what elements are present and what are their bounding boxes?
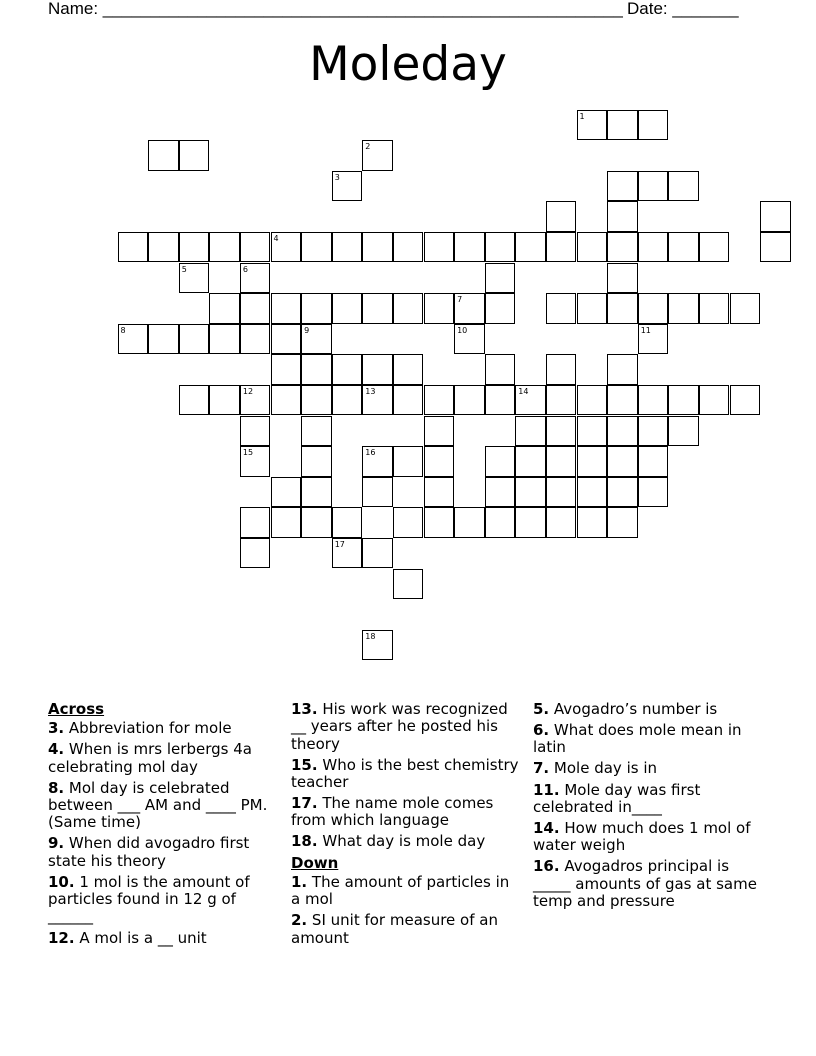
grid-cell[interactable] <box>454 232 485 263</box>
grid-cell[interactable] <box>607 416 638 447</box>
clue-text: The name mole comes from which language <box>291 794 494 830</box>
grid-cell[interactable] <box>638 171 669 202</box>
name-field[interactable]: Name: _______________________________________________________ <box>48 0 623 18</box>
grid-cell[interactable] <box>271 354 302 385</box>
grid-cell[interactable] <box>240 263 271 294</box>
grid-cell[interactable] <box>485 293 516 324</box>
clue-number-label: 7 <box>457 295 463 305</box>
clue-number-label: 6 <box>242 264 248 274</box>
grid-cell[interactable] <box>301 477 332 508</box>
grid-cell[interactable] <box>240 538 271 569</box>
clue-number-label: 11 <box>640 325 651 335</box>
grid-cell[interactable] <box>485 446 516 477</box>
clue-number: 6. <box>533 721 550 740</box>
clue-down-5 <box>533 701 761 718</box>
grid-cell[interactable] <box>607 171 638 202</box>
grid-cell[interactable] <box>424 507 455 538</box>
grid-cell[interactable] <box>485 354 516 385</box>
clue-across-8 <box>48 780 276 832</box>
grid-cell[interactable] <box>424 477 455 508</box>
grid-cell[interactable] <box>638 385 669 416</box>
grid-cell[interactable] <box>760 232 791 263</box>
grid-cell[interactable] <box>546 507 577 538</box>
clue-number: 2. <box>291 911 308 930</box>
grid-cell[interactable] <box>515 477 546 508</box>
grid-cell[interactable] <box>209 293 240 324</box>
clue-number-label: 4 <box>273 233 279 243</box>
grid-cell[interactable] <box>271 477 302 508</box>
clue-number-label: 2 <box>365 142 371 152</box>
grid-cell[interactable] <box>546 354 577 385</box>
grid-cell[interactable] <box>515 446 546 477</box>
grid-cell[interactable] <box>607 232 638 263</box>
clue-number-label: 10 <box>457 325 468 335</box>
clue-column-3 <box>533 701 761 914</box>
grid-cell[interactable] <box>362 385 393 416</box>
clue-across-10 <box>48 874 276 926</box>
grid-cell[interactable] <box>301 232 332 263</box>
grid-cell[interactable] <box>393 232 424 263</box>
grid-cell[interactable] <box>393 507 424 538</box>
grid-cell[interactable] <box>454 385 485 416</box>
grid-cell[interactable] <box>271 385 302 416</box>
grid-cell[interactable] <box>301 446 332 477</box>
grid-cell[interactable] <box>301 293 332 324</box>
grid-cell[interactable] <box>393 446 424 477</box>
grid-cell[interactable] <box>668 385 699 416</box>
clue-number: 16. <box>533 857 560 876</box>
clue-down-7 <box>533 760 761 777</box>
clue-number-label: 3 <box>334 172 340 182</box>
clue-across-15 <box>291 757 519 792</box>
grid-cell[interactable] <box>362 538 393 569</box>
clue-column-2 <box>291 701 519 951</box>
clue-number: 18. <box>291 832 318 851</box>
clue-number-label: 17 <box>334 539 345 549</box>
clue-across-17 <box>291 795 519 830</box>
grid-cell[interactable] <box>179 140 210 171</box>
grid-cell[interactable] <box>332 538 363 569</box>
clue-text: When is mrs lerbergs 4a celebrating mol day <box>48 740 252 776</box>
grid-cell[interactable] <box>271 324 302 355</box>
across-heading: Across <box>48 700 105 718</box>
grid-cell[interactable] <box>607 263 638 294</box>
clue-down-14 <box>533 820 761 855</box>
grid-cell[interactable] <box>760 201 791 232</box>
clue-text: His work was recognized __ years after he posted his theory <box>291 700 508 753</box>
clue-number-label: 5 <box>181 264 187 274</box>
grid-cell[interactable] <box>515 507 546 538</box>
grid-cell[interactable] <box>148 140 179 171</box>
grid-cell[interactable] <box>362 630 393 661</box>
grid-cell[interactable] <box>485 263 516 294</box>
grid-cell[interactable] <box>240 416 271 447</box>
grid-cell[interactable] <box>362 140 393 171</box>
clue-number: 9. <box>48 834 65 853</box>
grid-cell[interactable] <box>118 324 149 355</box>
clue-text: What does mole mean in latin <box>533 721 742 757</box>
clue-number: 14. <box>533 818 560 837</box>
clue-number-label: 1 <box>579 111 585 121</box>
grid-cell[interactable] <box>546 201 577 232</box>
grid-cell[interactable] <box>393 293 424 324</box>
grid-cell[interactable] <box>271 507 302 538</box>
clue-text: The amount of particles in a mol <box>291 872 510 909</box>
clue-number: 13. <box>291 700 318 718</box>
grid-cell[interactable] <box>607 477 638 508</box>
grid-cell[interactable] <box>209 324 240 355</box>
grid-cell[interactable] <box>424 416 455 447</box>
grid-cell[interactable] <box>179 232 210 263</box>
grid-cell[interactable] <box>362 293 393 324</box>
grid-cell[interactable] <box>148 324 179 355</box>
grid-cell[interactable] <box>577 385 608 416</box>
clue-number-label: 15 <box>242 448 254 458</box>
grid-cell[interactable] <box>485 507 516 538</box>
grid-cell[interactable] <box>485 232 516 263</box>
clue-down-11 <box>533 782 761 817</box>
clue-text: Avogadros principal is _____ amounts of gas at same temp and pressure <box>533 857 757 910</box>
grid-cell[interactable] <box>607 201 638 232</box>
grid-cell[interactable] <box>454 507 485 538</box>
grid-cell[interactable] <box>485 385 516 416</box>
clue-number: 8. <box>48 778 65 797</box>
clue-number: 10. <box>48 872 75 891</box>
grid-cell[interactable] <box>607 446 638 477</box>
grid-cell[interactable] <box>332 354 363 385</box>
clue-number: 17. <box>291 794 318 813</box>
grid-cell[interactable] <box>179 263 210 294</box>
page-title: Moleday <box>309 37 507 92</box>
grid-cell[interactable] <box>301 324 332 355</box>
clue-number-label: 18 <box>365 631 376 641</box>
grid-cell[interactable] <box>393 385 424 416</box>
grid-cell[interactable] <box>607 293 638 324</box>
grid-cell[interactable] <box>332 171 363 202</box>
grid-cell[interactable] <box>638 416 669 447</box>
grid-cell[interactable] <box>699 293 730 324</box>
clue-across-12 <box>48 930 276 947</box>
grid-cell[interactable] <box>301 507 332 538</box>
grid-cell[interactable] <box>301 354 332 385</box>
clue-text: Mole day was first celebrated in____ <box>533 780 701 816</box>
grid-cell[interactable] <box>668 232 699 263</box>
grid-cell[interactable] <box>546 446 577 477</box>
grid-cell[interactable] <box>668 293 699 324</box>
grid-cell[interactable] <box>179 324 210 355</box>
clue-text: How much does 1 mol of water weigh <box>533 818 751 855</box>
grid-cell[interactable] <box>424 446 455 477</box>
clue-down-6 <box>533 722 761 757</box>
clue-across-3 <box>48 720 276 737</box>
clue-across-4 <box>48 741 276 776</box>
grid-cell[interactable] <box>577 293 608 324</box>
grid-cell[interactable] <box>301 385 332 416</box>
grid-cell[interactable] <box>240 385 271 416</box>
clue-number-label: 13 <box>365 386 376 396</box>
grid-cell[interactable] <box>577 232 608 263</box>
grid-cell[interactable] <box>240 293 271 324</box>
grid-cell[interactable] <box>638 293 669 324</box>
grid-cell[interactable] <box>638 324 669 355</box>
grid-cell[interactable] <box>362 446 393 477</box>
clue-text: What day is mole day <box>322 832 486 851</box>
clue-number-label: 16 <box>365 448 376 458</box>
grid-cell[interactable] <box>515 416 546 447</box>
clue-text: 1 mol is the amount of particles found in 12 g of ______ <box>48 872 250 926</box>
grid-cell[interactable] <box>240 507 271 538</box>
grid-cell[interactable] <box>546 477 577 508</box>
grid-cell[interactable] <box>577 446 608 477</box>
clue-down-16 <box>533 858 761 910</box>
grid-cell[interactable] <box>546 232 577 263</box>
clue-number: 15. <box>291 755 318 774</box>
clue-number: 1. <box>291 872 308 891</box>
grid-cell[interactable] <box>668 416 699 447</box>
grid-cell[interactable] <box>118 232 149 263</box>
grid-cell[interactable] <box>638 110 669 141</box>
grid-cell[interactable] <box>607 507 638 538</box>
clue-column-1 <box>48 701 276 951</box>
grid-cell[interactable] <box>424 293 455 324</box>
clue-number: 4. <box>48 740 65 759</box>
clue-number: 5. <box>533 700 550 718</box>
grid-cell[interactable] <box>607 385 638 416</box>
grid-cell[interactable] <box>332 385 363 416</box>
clue-text: Avogadro’s number is <box>553 700 718 718</box>
clue-number: 12. <box>48 928 75 947</box>
grid-cell[interactable] <box>240 232 271 263</box>
date-field[interactable]: Date: _______ <box>627 0 739 18</box>
grid-cell[interactable] <box>301 416 332 447</box>
grid-cell[interactable] <box>638 446 669 477</box>
clue-text: Mol day is celebrated between ___ AM and ____ PM. (Same time) <box>48 778 268 832</box>
grid-cell[interactable] <box>362 477 393 508</box>
grid-cell[interactable] <box>362 232 393 263</box>
grid-cell[interactable] <box>179 385 210 416</box>
grid-cell[interactable] <box>393 569 424 600</box>
grid-cell[interactable] <box>638 232 669 263</box>
clue-text: A mol is a __ unit <box>79 928 207 947</box>
clue-down-1 <box>291 874 519 909</box>
grid-cell[interactable] <box>607 110 638 141</box>
grid-cell[interactable] <box>515 385 546 416</box>
grid-cell[interactable] <box>454 293 485 324</box>
grid-cell[interactable] <box>240 446 271 477</box>
grid-cell[interactable] <box>362 354 393 385</box>
grid-cell[interactable] <box>730 293 761 324</box>
grid-cell[interactable] <box>332 232 363 263</box>
clue-text: Who is the best chemistry teacher <box>291 755 519 791</box>
clue-across-13 <box>291 701 519 753</box>
grid-cell[interactable] <box>546 293 577 324</box>
grid-cell[interactable] <box>148 232 179 263</box>
grid-cell[interactable] <box>485 477 516 508</box>
grid-cell[interactable] <box>546 385 577 416</box>
grid-cell[interactable] <box>424 385 455 416</box>
grid-cell[interactable] <box>577 507 608 538</box>
clue-across-9 <box>48 835 276 870</box>
clue-across-18 <box>291 833 519 850</box>
clue-number-label: 9 <box>304 325 310 335</box>
grid-cell[interactable] <box>209 232 240 263</box>
clue-number: 3. <box>48 719 65 738</box>
grid-cell[interactable] <box>668 171 699 202</box>
clue-number: 11. <box>533 780 560 799</box>
grid-cell[interactable] <box>332 293 363 324</box>
grid-cell[interactable] <box>240 324 271 355</box>
grid-cell[interactable] <box>607 354 638 385</box>
grid-cell[interactable] <box>424 232 455 263</box>
grid-cell[interactable] <box>699 385 730 416</box>
grid-cell[interactable] <box>393 354 424 385</box>
clue-number-label: 8 <box>120 325 126 335</box>
clue-number-label: 14 <box>518 386 529 396</box>
grid-cell[interactable] <box>332 507 363 538</box>
clue-down-2 <box>291 912 519 947</box>
grid-cell[interactable] <box>577 110 608 141</box>
grid-cell[interactable] <box>209 385 240 416</box>
grid-cell[interactable] <box>546 416 577 447</box>
grid-cell[interactable] <box>515 232 546 263</box>
grid-cell[interactable] <box>638 477 669 508</box>
clue-number-label: 12 <box>242 386 254 396</box>
grid-cell[interactable] <box>577 477 608 508</box>
grid-cell[interactable] <box>454 324 485 355</box>
grid-cell[interactable] <box>271 232 302 263</box>
grid-cell[interactable] <box>730 385 761 416</box>
down-heading: Down <box>291 853 339 872</box>
clue-text: Abbreviation for mole <box>68 719 232 738</box>
grid-cell[interactable] <box>271 293 302 324</box>
clue-text: When did avogadro first state his theory <box>48 834 250 870</box>
clue-text: Mole day is in <box>553 759 657 778</box>
grid-cell[interactable] <box>577 416 608 447</box>
grid-cell[interactable] <box>699 232 730 263</box>
clue-text: SI unit for measure of an amount <box>291 911 498 947</box>
clue-number: 7. <box>533 759 550 778</box>
